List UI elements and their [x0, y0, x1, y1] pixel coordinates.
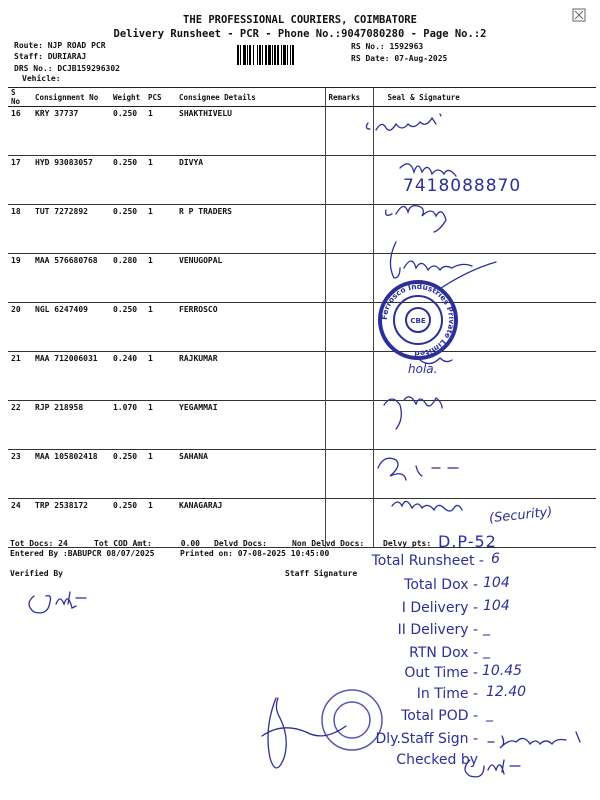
cell-consignment: NGL 6247409 — [35, 305, 88, 314]
cell-sno: 18 — [11, 207, 21, 216]
col-weight: Weight — [110, 88, 145, 107]
col-seal-signature: Seal & Signature — [373, 88, 596, 107]
company-title: THE PROFESSIONAL COURIERS, COIMBATORE — [183, 14, 417, 26]
cell-weight: 0.250 — [113, 305, 138, 314]
cell-consignee: VENUGOPAL — [179, 256, 223, 265]
cell-pcs: 1 — [148, 354, 153, 363]
signature-row-16 — [366, 114, 441, 130]
total-cod-amount: Tot COD Amt: 0.00 — [94, 539, 200, 548]
cell-pcs: 1 — [148, 501, 153, 510]
summary-value-3: _ — [483, 620, 490, 636]
summary-label-7: Total POD - — [401, 708, 478, 724]
cell-weight: 0.280 — [113, 256, 138, 265]
cell-sno: 20 — [11, 305, 21, 314]
total-docs: Tot Docs: 24 — [10, 539, 68, 548]
cell-consignee: YEGAMMAI — [179, 403, 218, 412]
staff-signature-scribble — [262, 698, 346, 768]
handwritten-note-row-21: hola. — [408, 362, 438, 376]
cell-weight: 0.250 — [113, 501, 138, 510]
summary-value-7: _ — [486, 706, 493, 722]
handwritten-phone: 7418088870 — [403, 176, 522, 196]
entered-by: Entered By :BABUPCR 08/07/2025 — [10, 549, 155, 558]
staff-label: Staff: DURIARAJ — [14, 52, 87, 61]
cell-consignee: SAHANA — [179, 452, 208, 461]
cell-pcs: 1 — [148, 207, 153, 216]
delivery-points: Delvy pts: — [383, 539, 432, 548]
company-stamp — [380, 282, 456, 358]
cell-weight: 0.240 — [113, 354, 138, 363]
summary-label-4: RTN Dox - — [409, 645, 478, 661]
cell-sno: 22 — [11, 403, 21, 412]
cell-consignment: MAA 105802418 — [35, 452, 98, 461]
cell-pcs: 1 — [148, 403, 153, 412]
cell-weight: 0.250 — [113, 452, 138, 461]
summary-label-3: II Delivery - — [397, 622, 478, 638]
delivered-docs: Delvd Docs: — [214, 539, 267, 548]
cell-consignee: RAJKUMAR — [179, 354, 218, 363]
summary-label-5: Out Time - — [404, 665, 478, 681]
cell-sno: 23 — [11, 452, 21, 461]
cell-weight: 1.070 — [113, 403, 138, 412]
col-consignee: Consignee Details — [176, 88, 325, 107]
vehicle-label: Vehicle: — [22, 74, 61, 83]
cell-sno: 16 — [11, 109, 21, 118]
summary-label-1: Total Dox - — [404, 577, 478, 593]
summary-value-0: 6 — [491, 551, 500, 567]
signature-row-23 — [378, 458, 458, 480]
stamp-text: Ferrosco Industries Private Limited — [379, 281, 457, 359]
cell-consignment: TUT 7272892 — [35, 207, 88, 216]
cell-weight: 0.250 — [113, 207, 138, 216]
signature-row-22 — [384, 397, 442, 429]
cell-weight: 0.250 — [113, 158, 138, 167]
cell-consignment: KRY 37737 — [35, 109, 79, 118]
summary-label-0: Total Runsheet - — [371, 553, 484, 569]
cell-pcs: 1 — [148, 158, 153, 167]
cell-consignee: FERROSCO — [179, 305, 218, 314]
office-seal — [322, 690, 382, 750]
summary-label-9: Checked by — [396, 752, 478, 768]
summary-label-8: Dly.Staff Sign - — [375, 731, 478, 747]
summary-value-2: 104 — [483, 598, 510, 614]
signature-row-19 — [390, 242, 472, 278]
cell-weight: 0.250 — [113, 109, 138, 118]
stamp-center: CBE — [410, 317, 426, 325]
summary-label-2: I Delivery - — [401, 600, 478, 616]
handwritten-security-note: (Security) — [488, 504, 554, 527]
route-label: Route: NJP ROAD PCR — [14, 41, 106, 50]
runsheet-subtitle: Delivery Runsheet - PCR - Phone No.:9047080280 - Page No.:2 — [113, 28, 487, 40]
col-sno: S No — [8, 88, 32, 107]
signature-row-17 — [400, 164, 456, 176]
verified-by-label: Verified By — [10, 569, 63, 578]
delivery-points-value: D.P-52 — [438, 532, 497, 551]
staff-signature-label: Staff Signature — [285, 569, 358, 578]
cell-pcs: 1 — [148, 109, 153, 118]
cell-pcs: 1 — [148, 305, 153, 314]
cell-sno: 19 — [11, 256, 21, 265]
col-consignment: Consignment No — [32, 88, 110, 107]
col-remarks: Remarks — [325, 88, 373, 107]
printed-on: Printed on: 07-08-2025 10:45:00 — [180, 549, 330, 558]
rs-date: RS Date: 07-Aug-2025 — [351, 54, 448, 63]
rs-number: RS No.: 1592963 — [351, 42, 424, 51]
non-delivered-docs: Non Delvd Docs: — [292, 539, 365, 548]
summary-label-6: In Time - — [416, 686, 478, 702]
cell-consignment: HYD 93083057 — [35, 158, 93, 167]
cell-consignee: KANAGARAJ — [179, 501, 223, 510]
cell-consignee: R P TRADERS — [179, 207, 232, 216]
cell-pcs: 1 — [148, 452, 153, 461]
verified-by-signature — [29, 592, 86, 613]
summary-value-6: 12.40 — [486, 684, 527, 700]
cell-consignment: MAA 576680768 — [35, 256, 98, 265]
summary-value-1: 104 — [483, 575, 510, 591]
cell-sno: 21 — [11, 354, 21, 363]
cell-consignment: RJP 218958 — [35, 403, 84, 412]
cell-sno: 24 — [11, 501, 21, 510]
cell-consignee: SHAKTHIVELU — [179, 109, 232, 118]
dly-staff-signature — [488, 732, 580, 748]
cell-consignment: MAA 712006031 — [35, 354, 98, 363]
summary-value-5: 10.45 — [482, 663, 523, 679]
summary-value-4: _ — [483, 643, 490, 659]
cell-consignment: TRP 2538172 — [35, 501, 88, 510]
drs-label: DRS No.: DCJB159296302 — [14, 64, 120, 73]
col-pcs: PCS — [145, 88, 176, 107]
signature-row-24 — [392, 501, 462, 511]
signature-row-18 — [386, 206, 446, 232]
cell-consignee: DIVYA — [179, 158, 204, 167]
cell-sno: 17 — [11, 158, 21, 167]
cell-pcs: 1 — [148, 256, 153, 265]
